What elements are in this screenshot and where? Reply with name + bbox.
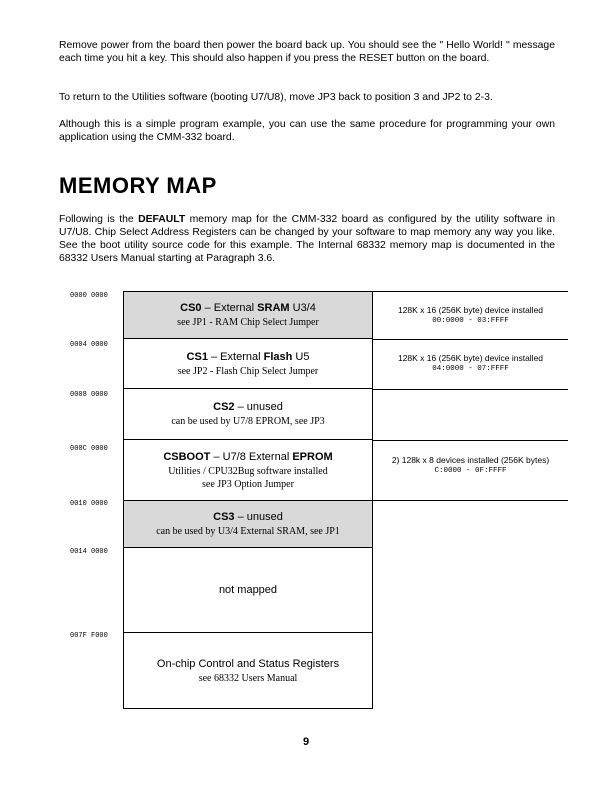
address-label: 0004 0000 bbox=[70, 341, 108, 349]
paragraph-power-cycle: Remove power from the board then power the board back up. You should see the " Hello World! " message each time you hit a key. This should also happen if you press the RESET button on the board. bbox=[59, 40, 555, 64]
region-cs1: CS1 – External Flash U5 see JP2 - Flash Chip Select Jumper bbox=[123, 338, 373, 389]
address-label: 000C 0000 bbox=[70, 445, 108, 453]
page-number: 9 bbox=[302, 736, 310, 748]
region-not-mapped: not mapped bbox=[123, 547, 373, 633]
region-cs3: CS3 – unused can be used by U3/4 External SRAM, see JP1 bbox=[123, 500, 373, 548]
paragraph-return-utilities: To return to the Utilities software (booting U7/U8), move JP3 back to position 3 and JP2 to 2-3. bbox=[59, 92, 493, 103]
section-heading: MEMORY MAP bbox=[59, 173, 217, 198]
default-emphasis: DEFAULT bbox=[138, 214, 186, 225]
region-on-chip-registers: On-chip Control and Status Registers see 68332 Users Manual bbox=[123, 632, 373, 709]
address-label: 0000 0000 bbox=[70, 292, 108, 300]
note-divider bbox=[373, 339, 568, 340]
note-divider bbox=[373, 440, 568, 441]
note-divider bbox=[373, 500, 568, 501]
region-cs2: CS2 – unused can be used by U7/8 EPROM, see JP3 bbox=[123, 388, 373, 440]
paragraph-own-application: Although this is a simple program example, you can use the same procedure for programming your own application using the CMM-332 board. bbox=[59, 119, 555, 143]
note-cs0: 128K x 16 (256K byte) device installed 00:0000 - 03:FFFF bbox=[397, 305, 544, 325]
note-cs1: 128K x 16 (256K byte) device installed 04:0000 - 07:FFFF bbox=[397, 353, 544, 373]
address-label: 0010 0000 bbox=[70, 500, 108, 508]
address-label: 007F F000 bbox=[70, 632, 108, 640]
region-csboot: CSBOOT – U7/8 External EPROM Utilities / CPU32Bug software installed see JP3 Option Jumper bbox=[123, 439, 373, 501]
note-divider bbox=[373, 291, 568, 292]
paragraph-memory-map-intro: Following is the DEFAULT memory map for the CMM-332 board as configured by the utility software in U7/U8. Chip Select Address Registers can be changed by your software to map memory any way you like. See the boot utility source code for this example. The Internal 68332 memory map is documented in the 68332 Users Manual starting at Paragraph 3.6. bbox=[59, 214, 555, 264]
address-label: 0008 0000 bbox=[70, 391, 108, 399]
region-cs0: CS0 – External SRAM U3/4 see JP1 - RAM Chip Select Jumper bbox=[123, 291, 373, 339]
note-csboot: 2) 128k x 8 devices installed (256K bytes) C:0000 - 0F:FFFF bbox=[391, 455, 550, 475]
note-divider bbox=[373, 389, 568, 390]
address-label: 0014 0000 bbox=[70, 548, 108, 556]
